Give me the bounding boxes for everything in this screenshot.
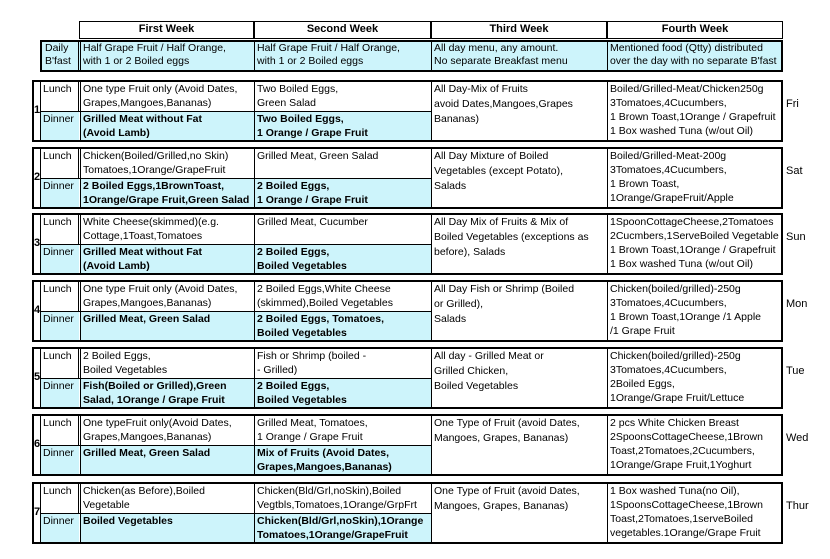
header-second-week: Second Week [254, 21, 431, 39]
lunch-second-week: Grilled Meat, Tomatoes, 1 Orange / Grape Fruit [257, 417, 368, 443]
dinner-first-week: Fish(Boiled or Grilled),Green Salad, 1Orange / Grape Fruit [81, 378, 254, 407]
dinner-second-week: Chicken(Bld/Grl,noSkin),1Orange Tomatoes,1Orange/GrapeFruit [255, 513, 431, 542]
dinner-first-week: 2 Boiled Eggs,1BrownToast, 1Orange/Grape Fruit,Green Salad [81, 178, 254, 207]
dinner-second-week: Mix of Fruits (Avoid Dates, Grapes,Mangoes,Bananas) [255, 445, 431, 474]
weekday-label: Tue [786, 365, 805, 377]
lunch-first-week: Chicken(as Before),Boiled Vegetable [83, 485, 205, 511]
third-week-cell: All Day Mix of Fruits & Mix of Boiled Vegetables (exceptions as before), Salads [434, 216, 589, 258]
day-block-1 [32, 80, 783, 142]
day-block-5 [32, 347, 783, 409]
fourth-week-cell: 1SpoonCottageCheese,2Tomatoes 2Cucmbers,1ServeBoiled Vegetable 1 Brown Toast,1Orange / Grapefruit 1 Box washed Tuna (w/out Oil) [610, 216, 779, 270]
day-block-3 [32, 213, 783, 275]
breakfast-fourth-week: Mentioned food (Qtty) distributed over the day with no separate B'fast [610, 42, 777, 67]
dinner-label: Dinner [41, 111, 79, 140]
third-week-cell: All Day-Mix of Fruits avoid Dates,Mangoes,Grapes Bananas) [434, 83, 573, 125]
breakfast-third-week: All day menu, any amount. No separate Breakfast menu [434, 42, 568, 67]
third-week-cell: All Day Mixture of Boiled Vegetables (except Potato), Salads [434, 150, 563, 192]
day-number: 7 [33, 506, 41, 518]
day-block-2 [32, 147, 783, 209]
day-block-4 [32, 280, 783, 342]
lunch-first-week: 2 Boiled Eggs, Boiled Vegetables [83, 350, 168, 376]
day-number: 6 [33, 438, 41, 450]
lunch-second-week: Chicken(Bld/Grl,noSkin),Boiled Vegtbls,Tomatoes,1Orange/GrpFrt [257, 485, 417, 511]
fourth-week-cell: Boiled/Grilled-Meat/Chicken250g 3Tomatoes,4Cucumbers, 1 Brown Toast,1Orange / Grapefruit 1 Box washed Tuna (w/out Oil) [610, 83, 776, 137]
weekday-label: Thur [786, 500, 809, 512]
day-number: 1 [33, 104, 41, 116]
dinner-label: Dinner [41, 378, 79, 407]
header-first-week: First Week [79, 21, 254, 39]
lunch-second-week: Two Boiled Eggs, Green Salad [257, 83, 339, 109]
weekday-label: Wed [786, 432, 809, 444]
weekday-label: Fri [786, 98, 799, 110]
fourth-week-cell: Chicken(boiled/grilled)-250g 3Tomatoes,4Cucumbers, 2Boiled Eggs, 1Orange/Grape Fruit/Lettuce [610, 350, 745, 404]
fourth-week-cell: Boiled/Grilled-Meat-200g 3Tomatoes,4Cucumbers, 1 Brown Toast, 1Orange/GrapeFruit/Apple [610, 150, 734, 204]
third-week-cell: All Day Fish or Shrimp (Boiled or Grilled), Salads [434, 283, 575, 325]
lunch-label: Lunch [43, 150, 72, 162]
dinner-label: Dinner [41, 244, 79, 273]
dinner-first-week: Grilled Meat, Green Salad [81, 445, 254, 474]
third-week-cell: One Type of Fruit (avoid Dates, Mangoes, Grapes, Bananas) [434, 417, 580, 444]
day-number: 2 [33, 171, 41, 183]
lunch-second-week: Grilled Meat, Cucumber [257, 216, 368, 228]
lunch-second-week: Grilled Meat, Green Salad [257, 150, 379, 162]
third-week-cell: All day - Grilled Meat or Grilled Chicken, Boiled Vegetables [434, 350, 544, 392]
dinner-label: Dinner [41, 311, 79, 340]
lunch-first-week: One type Fruit only (Avoid Dates, Grapes,Mangoes,Bananas) [83, 283, 238, 309]
dinner-label: Dinner [41, 445, 79, 474]
lunch-label: Lunch [43, 417, 72, 429]
weekday-label: Sun [786, 231, 806, 243]
dinner-label: Dinner [41, 513, 79, 542]
lunch-first-week: One typeFruit only(Avoid Dates, Grapes,Mangoes,Bananas) [83, 417, 232, 443]
dinner-first-week: Grilled Meat, Green Salad [81, 311, 254, 340]
lunch-label: Lunch [43, 283, 72, 295]
fourth-week-cell: Chicken(boiled/grilled)-250g 3Tomatoes,4Cucumbers, 1 Brown Toast,1Orange /1 Apple /1 Grape Fruit [610, 283, 761, 337]
breakfast-label: Daily B'fast [45, 42, 71, 67]
breakfast-second-week: Half Grape Fruit / Half Orange, with 1 or 2 Boiled eggs [257, 42, 400, 67]
header-fourth-week: Fourth Week [607, 21, 783, 39]
fourth-week-cell: 2 pcs White Chicken Breast 2SpoonsCottageCheese,1Brown Toast,2Tomatoes,2Cucumbers, 1Orange/Grape Fruit,1Yoghurt [610, 417, 763, 471]
dinner-second-week: 2 Boiled Eggs, Boiled Vegetables [255, 244, 431, 273]
lunch-first-week: One type Fruit only (Avoid Dates, Grapes,Mangoes,Bananas) [83, 83, 238, 109]
header-third-week: Third Week [431, 21, 607, 39]
lunch-label: Lunch [43, 350, 72, 362]
dinner-second-week: 2 Boiled Eggs, Tomatoes, Boiled Vegetables [255, 311, 431, 340]
day-block-6 [32, 414, 783, 476]
day-number: 3 [33, 237, 41, 249]
lunch-label: Lunch [43, 485, 72, 497]
weekday-label: Sat [786, 165, 803, 177]
dinner-second-week: 2 Boiled Eggs, Boiled Vegetables [255, 378, 431, 407]
dinner-first-week: Grilled Meat without Fat (Avoid Lamb) [81, 244, 254, 273]
dinner-first-week: Grilled Meat without Fat (Avoid Lamb) [81, 111, 254, 140]
lunch-second-week: Fish or Shrimp (boiled - - Grilled) [257, 350, 367, 376]
third-week-cell: One Type of Fruit (avoid Dates, Mangoes, Grapes, Bananas) [434, 485, 580, 512]
dinner-first-week: Boiled Vegetables [81, 513, 254, 542]
day-block-7 [32, 482, 783, 544]
lunch-second-week: 2 Boiled Eggs,White Cheese (skimmed),Boiled Vegetables [257, 283, 393, 309]
dinner-second-week: Two Boiled Eggs, 1 Orange / Grape Fruit [255, 111, 431, 140]
lunch-label: Lunch [43, 83, 72, 95]
dinner-second-week: 2 Boiled Eggs, 1 Orange / Grape Fruit [255, 178, 431, 207]
lunch-first-week: Chicken(Boiled/Grilled,no Skin) Tomatoes,1Orange/GrapeFruit [83, 150, 229, 176]
day-number: 4 [33, 304, 41, 316]
lunch-label: Lunch [43, 216, 72, 228]
fourth-week-cell: 1 Box washed Tuna(no Oil), 1SpoonsCottageCheese,1Brown Toast,2Tomatoes,1serveBoiled vegetables.1Orange/Grape Fruit [610, 485, 763, 539]
dinner-label: Dinner [41, 178, 79, 207]
weekday-label: Mon [786, 298, 808, 310]
breakfast-row [40, 40, 783, 72]
lunch-first-week: White Cheese(skimmed)(e.g. Cottage,1Toast,Tomatoes [83, 216, 219, 242]
breakfast-first-week: Half Grape Fruit / Half Orange, with 1 or 2 Boiled eggs [83, 42, 226, 67]
day-number: 5 [33, 371, 41, 383]
